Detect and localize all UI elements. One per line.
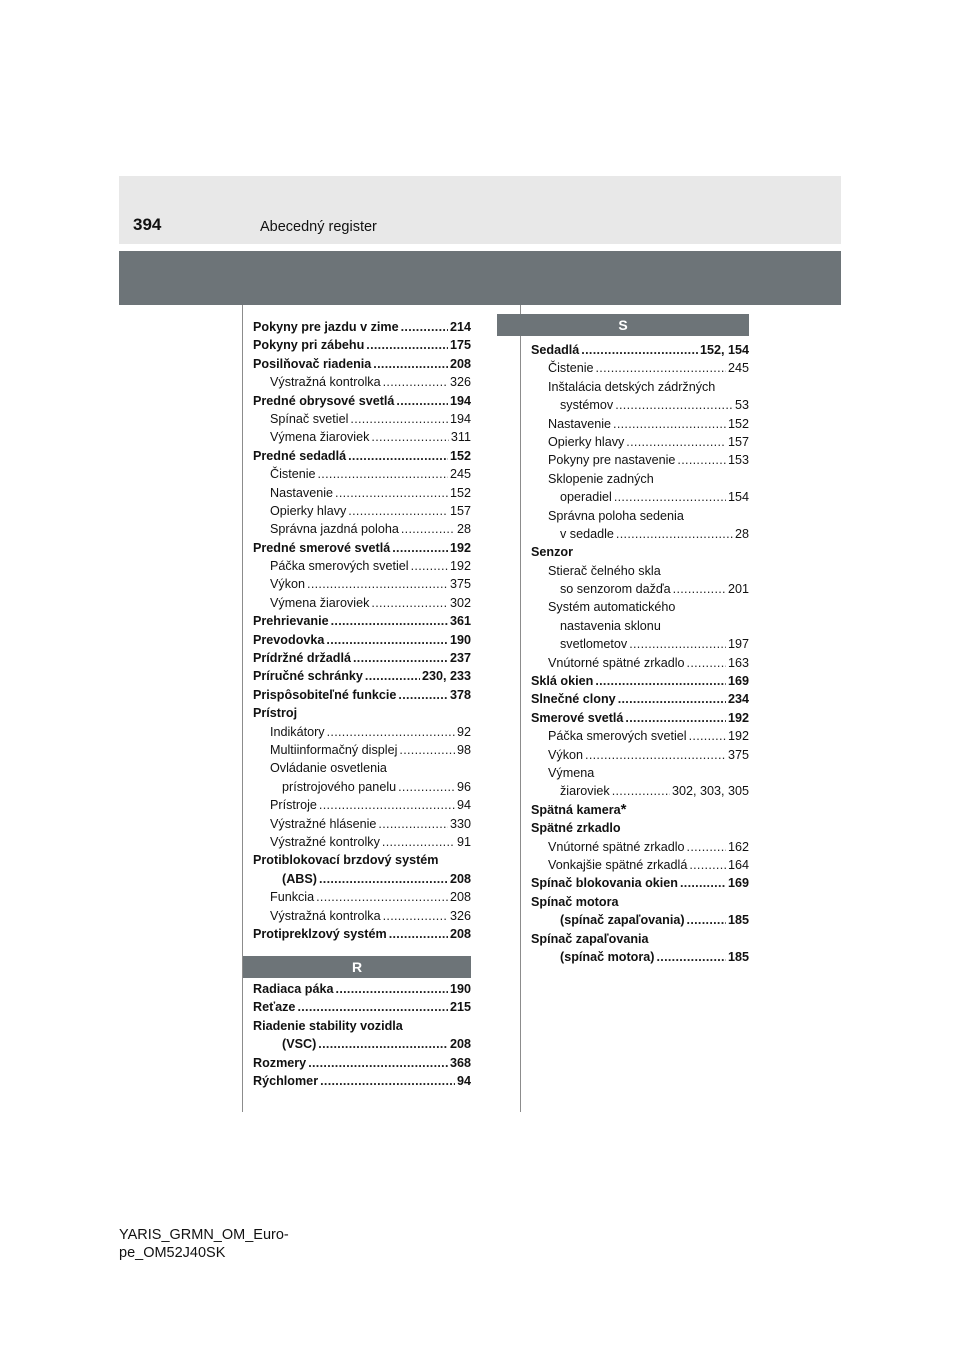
index-entry <box>253 888 471 906</box>
index-entry-term: Opierky hlavy <box>548 434 625 449</box>
index-entry <box>531 580 749 598</box>
index-column-right <box>531 341 749 966</box>
index-entry <box>253 318 471 336</box>
index-entry-page: 164 <box>727 857 749 872</box>
index-entry-term: Prídržné držadlá <box>253 651 351 666</box>
index-entry-term: Výkon <box>270 577 306 592</box>
dot-leader <box>383 907 448 925</box>
index-entry-page: 245 <box>449 467 471 482</box>
index-entry-term: Výstražná kontrolka <box>270 375 381 390</box>
index-entry-term: Riadenie stability vozidla <box>253 1018 403 1033</box>
index-entry <box>253 851 471 869</box>
index-entry-term: Posilňovač riadenia <box>253 356 372 371</box>
index-entry-term: Čistenie <box>270 467 316 482</box>
index-entry <box>253 667 471 685</box>
dot-leader <box>677 451 726 469</box>
index-entry <box>531 746 749 764</box>
index-entry-term: Multiinformačný displej <box>270 742 398 757</box>
index-entry <box>531 433 749 451</box>
index-entry-page: 215 <box>449 1000 471 1015</box>
index-entry-term: Pokyny pre jazdu v zime <box>253 320 399 334</box>
index-entry <box>253 392 471 410</box>
index-entry-term: Systém automatického <box>548 600 676 615</box>
index-entry-term: Slnečné clony <box>531 692 616 707</box>
index-entry-term: Výstražné hlásenie <box>270 816 377 831</box>
index-entry-term: žiaroviek <box>560 784 610 799</box>
index-entry-term: Spínač zapaľovania <box>531 931 649 946</box>
index-entry-term: Vnútorné spätné zrkadlo <box>548 655 685 670</box>
index-entry-term: (spínač motora) <box>560 949 655 964</box>
index-entry <box>531 764 749 782</box>
dot-leader <box>616 525 733 543</box>
index-entry-page: 302, 303, 305 <box>671 784 749 799</box>
index-entry-page: 192 <box>727 729 749 744</box>
dot-leader <box>612 782 670 800</box>
index-entry <box>531 359 749 377</box>
dot-leader <box>618 690 726 708</box>
index-entry <box>253 1035 471 1053</box>
index-entry-page: 94 <box>456 798 471 813</box>
index-entry <box>253 704 471 722</box>
index-entry-page: 175 <box>449 338 471 353</box>
index-entry-page: 152 <box>727 416 749 431</box>
index-entry <box>253 428 471 446</box>
index-entry-term: Opierky hlavy <box>270 503 347 518</box>
index-entry <box>253 723 471 741</box>
index-entry <box>531 654 749 672</box>
index-entry-page: 375 <box>449 577 471 592</box>
index-entry-term: Príručné schránky <box>253 669 363 684</box>
index-entry <box>253 1072 471 1090</box>
index-entry <box>531 819 749 837</box>
index-entry-page: 152, 154 <box>699 343 749 357</box>
index-entry-term: Výstražná kontrolka <box>270 908 381 923</box>
index-entry <box>253 520 471 538</box>
index-entry <box>253 998 471 1016</box>
index-entry-term: Spínač blokovania okien <box>531 876 678 891</box>
index-entry-term: (VSC) <box>282 1037 317 1052</box>
index-entry <box>531 415 749 433</box>
index-entry <box>253 759 471 777</box>
dot-leader <box>318 465 448 483</box>
dot-leader <box>689 727 726 745</box>
index-entry-term: Spätné zrkadlo <box>531 821 621 836</box>
index-entry <box>531 635 749 653</box>
dot-leader <box>382 833 455 851</box>
index-entry-term: Prístroje <box>270 798 317 813</box>
index-entry <box>531 341 749 359</box>
index-entry <box>253 594 471 612</box>
dot-leader <box>348 502 448 520</box>
index-entry <box>531 543 749 561</box>
dot-leader <box>297 998 448 1016</box>
index-entry <box>531 690 749 708</box>
dot-leader <box>336 980 448 998</box>
index-entry <box>253 1017 471 1035</box>
index-entry-page: 230, 233 <box>421 669 471 684</box>
index-entry <box>253 575 471 593</box>
index-entry-page: 208 <box>449 871 471 886</box>
index-entry <box>253 484 471 502</box>
index-entry-term: Protipreklzový systém <box>253 926 387 941</box>
dot-leader <box>389 925 448 943</box>
index-entry <box>253 796 471 814</box>
index-entry-term: Protiblokovací brzdový systém <box>253 853 439 868</box>
index-entry <box>531 856 749 874</box>
dot-leader <box>316 888 448 906</box>
dot-leader <box>365 667 420 685</box>
index-entry-term: svetlometov <box>560 637 628 652</box>
dot-leader <box>401 520 455 538</box>
index-entry-page: 234 <box>727 692 749 707</box>
dot-leader <box>613 415 726 433</box>
index-entry-term: Rýchlomer <box>253 1073 319 1088</box>
dot-leader <box>373 355 448 373</box>
document-footer <box>119 1226 289 1262</box>
index-entry-page: 192 <box>727 710 749 725</box>
index-entry <box>253 870 471 888</box>
dot-leader <box>401 318 448 336</box>
dot-leader <box>398 778 455 796</box>
index-entry-term: Výmena žiaroviek <box>270 595 370 610</box>
index-entry-term: Správna poloha sedenia <box>548 508 684 523</box>
index-entry-term: Ovládanie osvetlenia <box>270 761 387 776</box>
index-entry-page: 169 <box>727 876 749 891</box>
index-entry-page: 194 <box>449 411 471 426</box>
index-entry <box>531 562 749 580</box>
index-entry <box>253 778 471 796</box>
dot-leader <box>396 392 448 410</box>
dot-leader <box>687 911 726 929</box>
index-entry <box>253 336 471 354</box>
dot-leader <box>331 612 448 630</box>
index-entry-page: 368 <box>449 1055 471 1070</box>
index-entry <box>531 893 749 911</box>
index-entry-page: 208 <box>449 890 471 905</box>
index-entry-page: 53 <box>734 398 749 413</box>
index-entry-term: Nastavenie <box>548 416 612 431</box>
index-entry-page: 185 <box>727 913 749 928</box>
footer-line-2: pe_OM52J40SK <box>119 1245 226 1261</box>
dot-leader <box>308 1054 448 1072</box>
section-title: Abecedný register <box>260 219 377 235</box>
index-entry-term: Výmena <box>548 765 595 780</box>
left-divider <box>242 305 243 1112</box>
index-entry-term: Prispôsobiteľné funkcie <box>253 687 397 702</box>
index-entry-page: 245 <box>727 361 749 376</box>
index-entry <box>253 539 471 557</box>
dot-leader <box>335 484 448 502</box>
index-entry <box>531 911 749 929</box>
index-entry <box>531 507 749 525</box>
index-entry-term: Pokyny pri zábehu <box>253 338 365 353</box>
index-entry <box>253 907 471 925</box>
index-entry-page: 154 <box>727 490 749 505</box>
index-entry <box>253 373 471 391</box>
index-entry-page: 162 <box>727 839 749 854</box>
dot-leader <box>348 447 448 465</box>
index-entry-term: prístrojového panelu <box>282 779 397 794</box>
index-section-r <box>253 980 471 1090</box>
index-entry <box>253 833 471 851</box>
index-entry <box>531 598 749 616</box>
index-entry-term: Senzor <box>531 545 573 560</box>
index-entry-term: Predné smerové svetlá <box>253 540 391 555</box>
dot-leader <box>656 948 726 966</box>
dot-leader <box>615 396 733 414</box>
dot-leader <box>327 723 455 741</box>
index-entry-page: 28 <box>734 526 749 541</box>
index-entry-page: 208 <box>449 356 471 371</box>
header-band <box>119 176 841 244</box>
index-entry-page: 28 <box>456 522 471 537</box>
index-entry-page: 326 <box>449 908 471 923</box>
index-entry <box>253 612 471 630</box>
index-entry <box>253 686 471 704</box>
index-entry-term: Páčka smerových svetiel <box>270 559 409 574</box>
dot-leader <box>689 856 726 874</box>
index-entry <box>253 447 471 465</box>
index-entry-term: Výkon <box>548 747 584 762</box>
index-entry <box>253 557 471 575</box>
index-entry-term: Indikátory <box>270 724 325 739</box>
dot-leader <box>680 874 726 892</box>
index-entry-term: Prevodovka <box>253 632 325 647</box>
index-entry-term: (ABS) <box>282 871 317 886</box>
dot-leader <box>383 373 448 391</box>
dot-leader <box>366 336 448 354</box>
dot-leader <box>614 488 726 506</box>
index-entry-page: 378 <box>449 687 471 702</box>
dot-leader <box>392 539 448 557</box>
index-entry <box>531 451 749 469</box>
index-entry-term: Spínač svetiel <box>270 411 349 426</box>
index-entry-page: 237 <box>449 651 471 666</box>
index-entry-term: Výstražné kontrolky <box>270 834 380 849</box>
index-entry-term: Rozmery <box>253 1055 307 1070</box>
header-dark-band <box>119 251 841 305</box>
dot-leader <box>596 359 726 377</box>
index-entry-page: 194 <box>449 393 471 408</box>
index-entry <box>531 396 749 414</box>
index-entry-term: Vonkajšie spätné zrkadlá <box>548 857 688 872</box>
index-entry-term: Vnútorné spätné zrkadlo <box>548 839 685 854</box>
index-entry <box>531 672 749 690</box>
index-entry <box>531 782 749 800</box>
index-entry-term: v sedadle <box>560 526 614 541</box>
index-entry-page: 152 <box>449 485 471 500</box>
index-entry-page: 94 <box>456 1073 471 1088</box>
index-entry-term: Čistenie <box>548 361 594 376</box>
dot-leader <box>319 870 448 888</box>
dot-leader <box>371 594 448 612</box>
dot-leader <box>673 580 726 598</box>
index-entry-term: Smerové svetlá <box>531 710 624 725</box>
index-entry-page: 192 <box>449 559 471 574</box>
index-entry-page: 96 <box>456 779 471 794</box>
index-entry <box>531 378 749 396</box>
index-entry <box>253 649 471 667</box>
dot-leader <box>585 746 726 764</box>
index-entry-page: 197 <box>727 637 749 652</box>
index-entry-page: 190 <box>449 632 471 647</box>
dot-leader <box>307 575 448 593</box>
index-entry <box>531 874 749 892</box>
index-entry-page: 192 <box>449 540 471 555</box>
dot-leader <box>687 838 726 856</box>
index-entry <box>253 925 471 943</box>
index-entry-page: 190 <box>449 982 471 996</box>
index-entry-term: Páčka smerových svetiel <box>548 729 687 744</box>
index-entry <box>253 502 471 520</box>
index-entry-term: Prehrievanie <box>253 614 329 629</box>
index-entry <box>253 631 471 649</box>
index-entry-page: 361 <box>449 614 471 629</box>
index-entry-term: nastavenia sklonu <box>560 618 661 633</box>
index-entry-page: 208 <box>449 1037 471 1052</box>
index-entry-page: 92 <box>456 724 471 739</box>
index-entry-term: Nastavenie <box>270 485 334 500</box>
index-entry-page: 201 <box>727 582 749 597</box>
index-entry-term: systémov <box>560 398 614 413</box>
index-entry-page: 163 <box>727 655 749 670</box>
index-entry-term: Sklá okien <box>531 674 594 689</box>
index-entry-page: 152 <box>449 448 471 463</box>
index-entry-term: Sklopenie zadných <box>548 471 654 486</box>
page-number: 394 <box>133 215 162 234</box>
index-entry-page: 91 <box>456 834 471 849</box>
index-entry <box>531 470 749 488</box>
dot-leader <box>629 635 726 653</box>
index-entry-page: 157 <box>449 503 471 518</box>
index-entry-page: 153 <box>727 453 749 468</box>
index-entry-page: 375 <box>727 747 749 762</box>
index-entry-page: 214 <box>449 320 471 334</box>
index-entry <box>531 709 749 727</box>
dot-leader <box>326 631 448 649</box>
index-entry-page: 185 <box>727 949 749 964</box>
index-entry <box>531 727 749 745</box>
dot-leader <box>399 741 455 759</box>
dot-leader <box>595 672 726 690</box>
index-entry: Spätná kamera * <box>531 800 627 818</box>
index-entry <box>253 815 471 833</box>
dot-leader <box>318 1035 448 1053</box>
dot-leader <box>350 410 448 428</box>
index-entry-term: Predné sedadlá <box>253 448 347 463</box>
index-entry-term: Inštalácia detských zádržných <box>548 379 716 394</box>
index-entry-page: 98 <box>456 742 471 757</box>
dot-leader <box>371 428 449 446</box>
index-entry-term: Radiaca páka <box>253 982 334 996</box>
footer-line-1: YARIS_GRMN_OM_Euro- <box>119 1227 289 1243</box>
index-entry-term: (spínač zapaľovania) <box>560 913 685 928</box>
index-entry <box>253 410 471 428</box>
index-entry-term: Sedadlá <box>531 343 580 357</box>
index-entry-page: 157 <box>727 434 749 449</box>
dot-leader <box>581 341 698 359</box>
index-entry <box>531 525 749 543</box>
index-entry <box>531 838 749 856</box>
index-entry <box>253 1054 471 1072</box>
dot-leader <box>398 686 448 704</box>
dot-leader <box>320 1072 455 1090</box>
index-entry-page: 302 <box>449 595 471 610</box>
index-entry <box>253 980 471 998</box>
section-letter-r: R <box>243 956 471 978</box>
index-entry-term: Pokyny pre nastavenie <box>548 453 676 468</box>
dot-leader <box>625 709 726 727</box>
index-entry <box>531 617 749 635</box>
index-entry-term: Predné obrysové svetlá <box>253 393 395 408</box>
index-entry-term: Prístroj <box>253 706 298 721</box>
index-entry-term: Výmena žiaroviek <box>270 430 370 445</box>
index-entry-term: Funkcia <box>270 890 315 905</box>
index-entry <box>253 355 471 373</box>
dot-leader <box>378 815 448 833</box>
index-entry <box>531 948 749 966</box>
index-entry-page: 326 <box>449 375 471 390</box>
index-entry-term: Spínač motora <box>531 894 619 909</box>
index-entry <box>531 930 749 948</box>
dot-leader <box>353 649 448 667</box>
dot-leader <box>687 654 726 672</box>
index-entry <box>253 465 471 483</box>
index-entry-term: operadiel <box>560 490 612 505</box>
index-entry-term: Spätná kamera <box>531 802 621 817</box>
index-entry-page: 208 <box>449 926 471 941</box>
center-divider <box>520 305 521 1112</box>
index-entry <box>253 741 471 759</box>
index-entry-page: 169 <box>727 674 749 689</box>
index-entry-term: so senzorom dažďa <box>560 582 671 597</box>
dot-leader <box>626 433 726 451</box>
index-entry-term: Stierač čelného skla <box>548 563 661 578</box>
index-entry-term: Správna jazdná poloha <box>270 522 399 537</box>
index-entry-page: 311 <box>450 430 471 445</box>
index-entry <box>531 488 749 506</box>
index-entry-term: Reťaze <box>253 1000 296 1015</box>
dot-leader <box>319 796 455 814</box>
index-column-left <box>253 318 471 943</box>
section-letter-s: S <box>497 314 749 336</box>
dot-leader <box>411 557 448 575</box>
index-entry-page: 330 <box>449 816 471 831</box>
